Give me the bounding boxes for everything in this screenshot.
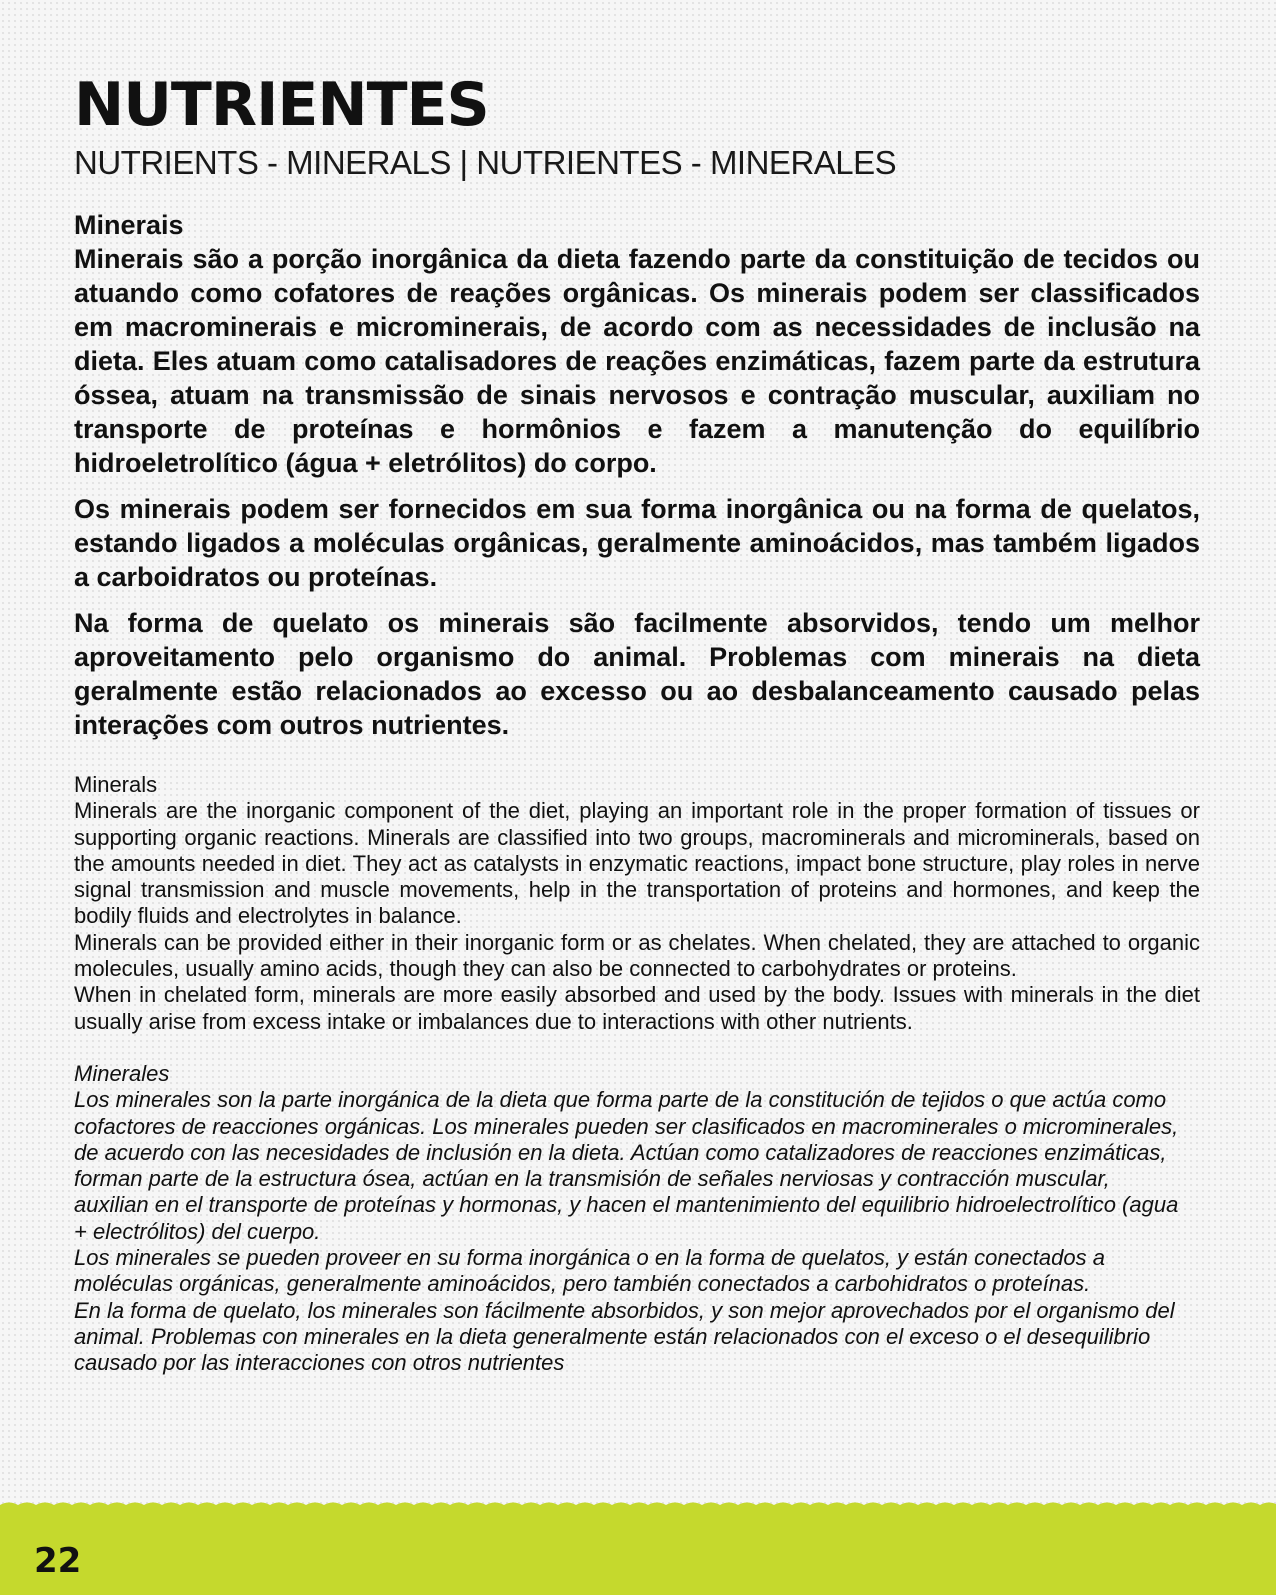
page-content xyxy=(74,70,1200,1377)
spanish-paragraph: En la forma de quelato, los minerales son fácilmente absorbidos, y son mejor aprovechados por el organismo del animal. Problemas con minerales en la dieta generalmente están relacionados con el exceso o el desequilibrio causado por las interacciones con otros nutrientes xyxy=(74,1297,1175,1376)
english-paragraph: Minerals are the inorganic component of the diet, playing an important role in the proper formation of tissues or supporting organic reactions. Minerals are classified into two groups, macrominerals and microminerals, based on the amounts needed in diet. They act as catalysts in enzymatic reactions, impact bone structure, play roles in nerve signal transmission and muscle movements, help in the transportation of proteins and hormones, and keep the bodily fluids and electrolytes in balance. xyxy=(74,798,1200,929)
spanish-section xyxy=(74,1061,1200,1377)
page-number: 22 xyxy=(34,1541,82,1581)
portuguese-paragraph: Na forma de quelato os minerais são facilmente absorvidos, tendo um melhor aproveitamento pelo organismo do animal. Problemas com minerais na dieta geralmente estão relacionados ao excesso ou ao desbalanceamento causado pelas interações com outros nutrientes. xyxy=(74,608,1200,740)
english-paragraph: When in chelated form, minerals are more easily absorbed and used by the body. Issues with minerals in the diet usually arise from excess intake or imbalances due to interactions with other nutrients. xyxy=(74,982,1200,1034)
spanish-paragraph: Los minerales se pueden proveer en su forma inorgánica o en la forma de quelatos, y están conectados a moléculas orgánicas, generalmente aminoácidos, pero también conectados a carbohidratos o proteínas. xyxy=(74,1245,1105,1297)
spanish-paragraph: Los minerales son la parte inorgánica de la dieta que forma parte de la constitución de tejidos o que actúa como cofactores de reacciones orgánicas. Los minerales pueden ser clasificados en macrominerales o microminerales, de acuerdo con las necesidades de inclusión en la dieta. Actúan como catalizadores de reacciones enzimáticas, forman parte de la estructura ósea, actúan en la transmisión de señales nerviosas y contracción muscular, auxilian en el transporte de proteínas y hormonas, y hacen el mantenimiento del equilibrio hidroelectrolítico (agua + electrólitos) del cuerpo. xyxy=(74,1087,1179,1244)
portuguese-paragraph: Os minerais podem ser fornecidos em sua forma inorgânica ou na forma de quelatos, estando ligados a moléculas orgânicas, geralmente aminoácidos, mas também ligados a carboidratos ou proteínas. xyxy=(74,494,1200,592)
wavy-footer-path xyxy=(0,1503,1276,1595)
wavy-footer-shape xyxy=(0,1495,1276,1595)
footer-band xyxy=(0,1495,1276,1595)
spanish-heading: Minerales xyxy=(74,1060,170,1086)
portuguese-section xyxy=(74,208,1200,742)
portuguese-paragraph: Minerais são a porção inorgânica da dieta fazendo parte da constituição de tecidos ou atuando como cofatores de reações orgânicas. Os minerais podem ser classificados em macrominerais e microminerais, de acordo com as necessidades de inclusão na dieta. Eles atuam como catalisadores de reações enzimáticas, fazem parte da estrutura óssea, atuam na transmissão de sinais nervosos e contração muscular, auxiliam no transporte de proteínas e hormônios e fazem a manutenção do equilíbrio hidroeletrolítico (água + eletrólitos) do corpo. xyxy=(74,244,1200,478)
english-heading: Minerals xyxy=(74,772,158,797)
page-subtitle: NUTRIENTS - MINERALS | NUTRIENTES - MINERALES xyxy=(74,144,897,181)
english-section xyxy=(74,772,1200,1035)
portuguese-heading: Minerais xyxy=(74,210,184,240)
page-title: NUTRIENTES xyxy=(74,70,489,140)
english-paragraph: Minerals can be provided either in their inorganic form or as chelates. When chelated, they are attached to organic molecules, usually amino acids, though they can also be connected to carbohydrates or proteins. xyxy=(74,929,1200,982)
